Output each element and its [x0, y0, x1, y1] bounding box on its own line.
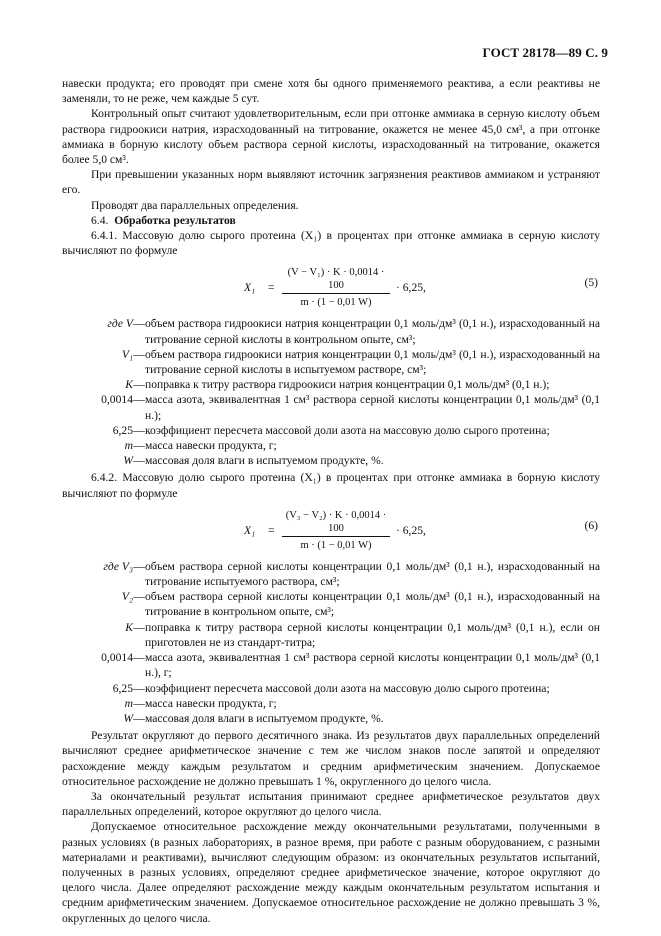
definition-symbol: где V₃	[103, 559, 133, 573]
definition-symbol: m	[124, 696, 133, 710]
definition-symbol: где V	[107, 317, 133, 331]
definition-text: коэффициент пересчета массовой доли азота на массовую долю сырого протеина;	[145, 423, 550, 437]
section-title: Обработка результатов	[114, 213, 236, 227]
definition-symbol: 6,25	[112, 423, 133, 437]
formula-tail: · 6,25,	[396, 523, 426, 537]
formula-denominator: m · (1 − 0,01 W)	[300, 539, 372, 551]
definition-symbol: 0,0014	[101, 393, 133, 407]
definition-row	[62, 423, 600, 438]
formula-lhs: X₁	[244, 281, 256, 295]
definition-text: объем раствора серной кислоты концентрации 0,1 моль/дм³ (0,1 н.), израсходованный на титрование испытуемого раствора, см³;	[145, 559, 600, 589]
definition-row	[62, 681, 600, 696]
paragraph-6-4-1: 6.4.1. Массовую долю сырого протеина (X₁) в процентах при отгонке аммиака в серную кислоту вычисляют по формуле	[62, 229, 600, 258]
paragraph-final-result: За окончательный результат испытания принимают среднее арифметическое результатов двух параллельных определений, которое округляют до целого числа.	[62, 789, 600, 819]
definition-symbol: W	[123, 711, 133, 725]
paragraph-6-4-2: 6.4.2. Массовую долю сырого протеина (X₁) в процентах при отгонке аммиака в борную кислоту вычисляют по формуле	[62, 471, 600, 500]
definition-row	[62, 438, 600, 453]
definition-dash: —	[133, 454, 145, 468]
definition-row	[62, 711, 600, 726]
definition-symbol: m	[124, 439, 133, 453]
definition-dash: —	[133, 681, 145, 695]
formula-equals: =	[268, 281, 275, 295]
definition-dash: —	[133, 696, 145, 710]
definition-text: объем раствора гидроокиси натрия концентрации 0,1 моль/дм³ (0,1 н.), израсходованный на титрование серной кислоты в испытуемом растворе, см³;	[145, 347, 600, 377]
definition-text: массовая доля влаги в испытуемом продукте, %.	[145, 711, 384, 725]
formula-fraction	[282, 509, 390, 552]
section-number: 6.4.	[91, 213, 109, 227]
formula-5	[62, 266, 600, 310]
definition-text: масса навески продукта, г;	[145, 696, 277, 710]
definitions-formula-5	[62, 316, 600, 468]
formula-equals: =	[268, 523, 275, 537]
paragraph-rounding: Результат округляют до первого десятичного знака. Из результатов двух параллельных определений вычисляют среднее арифметическое значение с тем же числом знаков после запятой и определяют расхождение между каждым результатом и средним арифметическим значением. Допускаемое относительное расхождение не должно превышать 1 %, округленного до целого числа.	[62, 729, 600, 788]
formula-number: (5)	[584, 276, 598, 290]
page-header: ГОСТ 28178—89 С. 9	[482, 45, 608, 60]
definition-dash: —	[133, 590, 145, 604]
definition-dash: —	[133, 559, 145, 573]
definition-text: поправка к титру раствора гидроокиси натрия концентрации 0,1 моль/дм³ (0,1 н.);	[145, 378, 550, 392]
paragraph-continuation: навески продукта; его проводят при смене хотя бы одного применяемого реактива, а если реактивы не заменяли, то не реже, чем каждые 5 сут.	[62, 77, 600, 106]
definition-dash: —	[133, 423, 145, 437]
definition-row	[62, 316, 600, 346]
definition-dash: —	[133, 439, 145, 453]
definition-symbol: K	[125, 378, 133, 392]
definition-symbol: W	[123, 454, 133, 468]
paragraph-reproducibility: Допускаемое относительное расхождение между окончательными результатами, полученными в разных условиях (в разных лабораториях, в разное время, при работе с разным оборудованием, с разными материалами и реактивами), вычисляют следующим образом: из окончательных результатов испытаний, полученных в разных условиях, определяют среднее арифметическое значение, которое округляют до целого числа. Далее определяют расхождение между каждым окончательным результатом испытания и средним арифметическим значением. Допускаемое относительное расхождение не должно превышать 3 %, округленных до целого числа.	[62, 820, 600, 925]
definition-row	[62, 377, 600, 392]
definition-text: масса азота, эквивалентная 1 см³ раствора серной кислоты концентрации 0,1 моль/дм³ (0,1 н.);	[145, 393, 600, 422]
definition-dash: —	[133, 711, 145, 725]
formula-tail: · 6,25,	[396, 281, 426, 295]
paragraph-parallel: Проводят два параллельных определения.	[91, 198, 299, 212]
definition-row	[62, 650, 600, 680]
definition-symbol: 0,0014	[101, 651, 133, 665]
definition-symbol: 6,25	[112, 681, 133, 695]
definition-dash: —	[133, 347, 145, 361]
definition-dash: —	[133, 317, 145, 331]
definition-row	[62, 392, 600, 422]
formula-numerator: (V − V₁) · K · 0,0014 · 100	[282, 266, 390, 294]
definition-text: объем раствора гидроокиси натрия концентрации 0,1 моль/дм³ (0,1 н.), израсходованный на титрование серной кислоты в контрольном опыте, см³;	[145, 317, 600, 346]
definition-symbol: V₁	[121, 347, 133, 361]
paragraph-control-test: Контрольный опыт считают удовлетворительным, если при отгонке аммиака в серную кислоту объем раствора гидроокиси натрия, израсходованный на титрование, окажется не менее 45,0 см³, а при отгонке аммиака в борную кислоту объем раствора серной кислоты, израсходованный на титрование, окажется более 5,0 см³.	[62, 107, 600, 167]
definition-text: объем раствора серной кислоты концентрации 0,1 моль/дм³ (0,1 н.), израсходованный на титрование в контрольном опыте, см³;	[145, 590, 600, 619]
definition-text: коэффициент пересчета массовой доли азота на массовую долю сырого протеина;	[145, 681, 550, 695]
definition-text: масса азота, эквивалентная 1 см³ раствора серной кислоты концентрации 0,1 моль/дм³ (0,1 н.), г;	[145, 651, 600, 680]
definition-dash: —	[133, 651, 145, 665]
section-heading-6-4	[62, 213, 600, 228]
definition-dash: —	[133, 620, 145, 634]
paragraph-norms-exceeded: При превышении указанных норм выявляют источник загрязнения реактивов аммиаком и устраняют его.	[62, 168, 600, 197]
formula-denominator: m · (1 − 0,01 W)	[300, 297, 372, 309]
definition-text: массовая доля влаги в испытуемом продукте, %.	[145, 454, 384, 468]
definition-dash: —	[133, 393, 145, 407]
definition-symbol: K	[125, 620, 133, 634]
definition-dash: —	[133, 378, 145, 392]
page-content	[62, 76, 600, 926]
definition-symbol: V₂	[121, 590, 133, 604]
definition-row	[62, 453, 600, 468]
formula-lhs: X₁	[244, 523, 256, 537]
formula-fraction	[282, 266, 390, 309]
definition-row	[62, 620, 600, 650]
definition-row	[62, 589, 600, 619]
formula-6	[62, 509, 600, 553]
definition-text: поправка к титру раствора серной кислоты концентрации 0,1 моль/дм³ (0,1 н.), если он приготовлен не из стандарт-титра;	[145, 620, 600, 649]
definition-row	[62, 559, 600, 589]
definition-row	[62, 347, 600, 377]
formula-numerator: (V₃ − V₂) · K · 0,0014 · 100	[282, 509, 390, 537]
definitions-formula-6	[62, 559, 600, 726]
definition-row	[62, 696, 600, 711]
formula-number: (6)	[584, 518, 598, 532]
definition-text: масса навески продукта, г;	[145, 439, 277, 453]
